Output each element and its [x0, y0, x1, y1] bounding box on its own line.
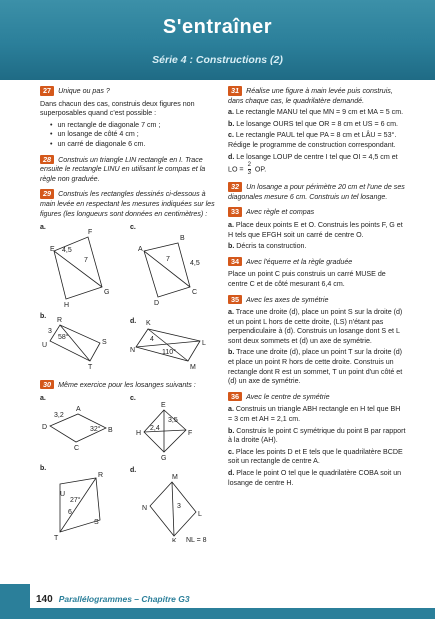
page-number: 140: [36, 594, 53, 605]
rectangle-figures: [40, 221, 220, 371]
point-label: T: [54, 535, 59, 543]
page-header: [0, 0, 435, 80]
exercise-text: Construis un triangle ABH rectangle en H tel que BH = 3 cm et AH = 2,1 cm.: [228, 405, 401, 424]
exercise-text: Construis les rectangles dessinés ci-dessous à main levée en respectant les mesures indiquées sur les figures (les longueurs sont données en centimètres) :: [40, 190, 215, 218]
figure-tag: d.: [130, 467, 137, 475]
exercise-31: 31 Réalise une figure à main levée puis construis, dans chaque cas, le quadrilatère demandé. a. Le rectangle MANU tel que MN = 9 cm et MA = 5 cm. b. Le losange OURS tel que OR = 8 cm et US = 6 cm. c. Le rectangle PAUL tel que PA = 8 cm et LÂU = 53°. Rédige le programme de construction correspondant. d. Le losange LOUP de centre I tel que OI = 4,5 cm et LO = $\frac{2}{3}$ OP.: [228, 86, 404, 177]
point-label: M: [190, 364, 196, 372]
exercise-30: [40, 380, 220, 546]
diagonal: [60, 478, 96, 532]
exercise-text: Place deux points E et O. Construis les points F, G et H tels que EFGH soit un carré de centre O.: [228, 220, 403, 239]
point-label: G: [104, 289, 110, 297]
exercise-29: [40, 189, 220, 374]
point-label: K: [172, 538, 177, 543]
exercise-heading: Avec le centre de symétrie: [246, 392, 330, 401]
note-label: NL = 8: [186, 537, 207, 543]
exercise-text: Construis le point C symétrique du point B par rapport à la droite (AH).: [228, 426, 406, 445]
diagonal: [54, 251, 102, 287]
page-title: S'entraîner: [162, 16, 273, 38]
point-label: K: [146, 320, 151, 328]
point-label: E: [161, 402, 166, 410]
exercise-number: 35: [228, 295, 242, 305]
footer-band: [0, 608, 435, 619]
exercise-33: 33 Avec règle et compas a. Place deux points E et O. Construis les points F, G et H tels que EFGH soit un carré de centre O. b. Décris ta construction.: [228, 207, 403, 251]
section-subtitle: Série 4 : Constructions (2): [152, 54, 283, 66]
list-item: • un rectangle de diagonale 7 cm ;: [50, 121, 220, 131]
diagonal: [172, 482, 174, 536]
point-label: C: [192, 289, 198, 297]
point-label: D: [154, 300, 160, 308]
point-label: R: [98, 472, 104, 480]
exercise-heading: Avec règle et compas: [246, 208, 315, 217]
length-label: 4,5: [190, 260, 200, 268]
exercise-28: [40, 155, 220, 185]
corner-band: [0, 584, 30, 608]
figure-tag: a.: [40, 395, 46, 403]
exercise-text: Décris ta construction.: [236, 242, 307, 251]
point-label: E: [50, 246, 55, 254]
exercise-number: 36: [228, 392, 242, 402]
point-label: L: [198, 511, 202, 519]
exercise-number: 34: [228, 257, 242, 267]
chapter-title: Parallélogrammes – Chapitre G3: [58, 594, 190, 604]
exercise-number: 28: [40, 155, 54, 165]
length-label: 3: [48, 328, 52, 336]
length-label: 3: [177, 503, 181, 511]
point-label: D: [42, 424, 48, 432]
exercise-number: 33: [228, 207, 242, 217]
length-label: 3,2: [54, 412, 64, 420]
angle-label: 58°: [58, 334, 69, 342]
point-label: H: [64, 302, 70, 310]
point-label: U: [60, 491, 66, 499]
point-label: U: [42, 342, 48, 350]
exercise-27: [40, 86, 220, 150]
exercise-number: 29: [40, 189, 54, 199]
point-label: G: [161, 455, 167, 463]
length-label: 7: [166, 256, 170, 264]
figure-tag: d.: [130, 318, 137, 326]
figure-tag: c.: [130, 224, 136, 232]
exercise-text: Le losange OURS tel que OR = 8 cm et US = 6 cm.: [236, 119, 398, 128]
point-label: S: [94, 519, 99, 527]
point-label: M: [172, 474, 178, 482]
right-column: [228, 86, 406, 493]
exercise-34: [228, 257, 406, 290]
point-label: N: [142, 505, 148, 513]
point-label: N: [130, 347, 136, 355]
angle-label: 32°: [90, 426, 101, 434]
bullet-list: [50, 121, 220, 150]
diagonal: [60, 325, 90, 361]
length-label: 7: [84, 257, 88, 265]
angle-label: 110°: [162, 349, 176, 357]
exercise-text: Construis un triangle LIN rectangle en I. Trace ensuite le rectangle LINU en utilisant le compas et la règle non graduée.: [40, 155, 206, 183]
exercise-heading: Un losange a pour périmètre 20 cm et l'une de ses diagonales mesure 6 cm. Construis un tel losange.: [228, 183, 405, 201]
exercise-text: Même exercice pour les losanges suivants :: [58, 380, 196, 389]
figure-tag: b.: [40, 465, 47, 473]
exercise-heading: Réalise une figure à main levée puis construis, dans chaque cas, le quadrilatère demandé.: [228, 87, 393, 105]
point-label: C: [74, 445, 80, 453]
exercise-number: 31: [228, 86, 242, 96]
point-label: L: [202, 340, 206, 348]
point-label: F: [188, 430, 193, 438]
exercise-32: [228, 182, 406, 202]
exercise-text: Le losange LOUP de centre I tel que OI = 4,5 cm et LO =: [228, 152, 398, 174]
point-label: F: [88, 229, 93, 237]
exercise-number: 32: [228, 182, 242, 192]
diagonal: [136, 341, 200, 347]
length-label: 3,5: [168, 417, 178, 425]
angle-label: 27°: [70, 497, 81, 505]
length-label: 6: [68, 509, 72, 517]
point-label: R: [57, 317, 63, 325]
exercise-35: 35 Avec les axes de symétrie a. Trace une droite (d), place un point S sur la droite (d) et un point L hors de cette droite, (LS) n'étant pas perpendiculaire à (d). Construis un losange dont S et L sont deux sommets et (d) un axe de symétrie. b. Trace une droite (d), place un point T sur la droite (d) et place un point R hors de cette droite. Construis un rectangle dont R est un sommet, T un point d'un côté et (d) un axe de symétrie.: [228, 294, 403, 386]
point-label: S: [102, 339, 107, 347]
length-label: 4,5: [62, 247, 72, 255]
exercise-text: Le rectangle PAUL tel que PA = 8 cm et LÂU = 53°. Rédige le programme de construction correspondant.: [228, 131, 397, 149]
exercise-heading: Unique ou pas ?: [58, 87, 110, 95]
length-label: 4: [150, 336, 154, 344]
exercise-text: Le rectangle MANU tel que MN = 9 cm et MA = 5 cm.: [235, 108, 404, 117]
exercise-text: Place un point C puis construis un carré MUSE de centre C et de côté mesurant 6,4 cm.: [228, 270, 386, 288]
point-label: A: [76, 406, 81, 414]
rectangle-abcd: [144, 243, 190, 297]
rhombus-figures: [40, 392, 220, 542]
exercise-heading: Avec l'équerre et la règle graduée: [246, 257, 353, 266]
length-label: 2,4: [150, 425, 160, 433]
exercise-text: Dans chacun des cas, construis deux figures non superposables quand c'est possible :: [40, 99, 195, 118]
exercise-text: Trace une droite (d), place un point S sur la droite (d) et un point L hors de cette droite, (LS) n'étant pas perpendiculaire à (d). Construis un losange dont S et L sont deux sommets et (d) un axe de symétrie.: [228, 308, 403, 345]
exercise-text: Trace une droite (d), place un point T sur la droite (d) et place un point R hors de cette droite. Construis un rectangle dont R est un sommet, T un point d'un côté et (d) un axe de symétrie.: [228, 348, 403, 386]
fraction: $\frac{2}{3}$: [247, 162, 251, 177]
exercise-number: 30: [40, 380, 54, 390]
exercise-heading: Avec les axes de symétrie: [246, 295, 329, 304]
point-label: A: [138, 246, 143, 254]
point-label: H: [136, 430, 142, 438]
list-item: • un losange de côté 4 cm ;: [50, 130, 220, 140]
exercise-text: Place les points D et E tels que le quadrilatère BCDE soit un rectangle de centre A.: [228, 447, 403, 466]
point-label: B: [180, 235, 185, 243]
point-label: B: [108, 427, 113, 435]
figure-tag: c.: [130, 395, 136, 403]
page-footer: [36, 594, 190, 605]
exercise-text: Place le point O tel que le quadrilatère COBA soit un losange de centre H.: [228, 469, 402, 487]
exercise-number: 27: [40, 86, 54, 96]
list-item: • un carré de diagonale 6 cm.: [50, 140, 220, 150]
point-label: T: [88, 364, 93, 372]
figure-tag: a.: [40, 224, 46, 232]
exercise-36: 36 Avec le centre de symétrie a. Construis un triangle ABH rectangle en H tel que BH = 3 cm et AH = 2,1 cm. b. Construis le point C symétrique du point B par rapport à la droite (AH). c. Place les points D et E tels que le quadrilatère BCDE soit un rectangle de centre A. d. Place le point O tel que le quadrilatère COBA soit un losange de centre H.: [228, 391, 406, 487]
figure-tag: b.: [40, 313, 47, 321]
left-column: [40, 86, 220, 551]
